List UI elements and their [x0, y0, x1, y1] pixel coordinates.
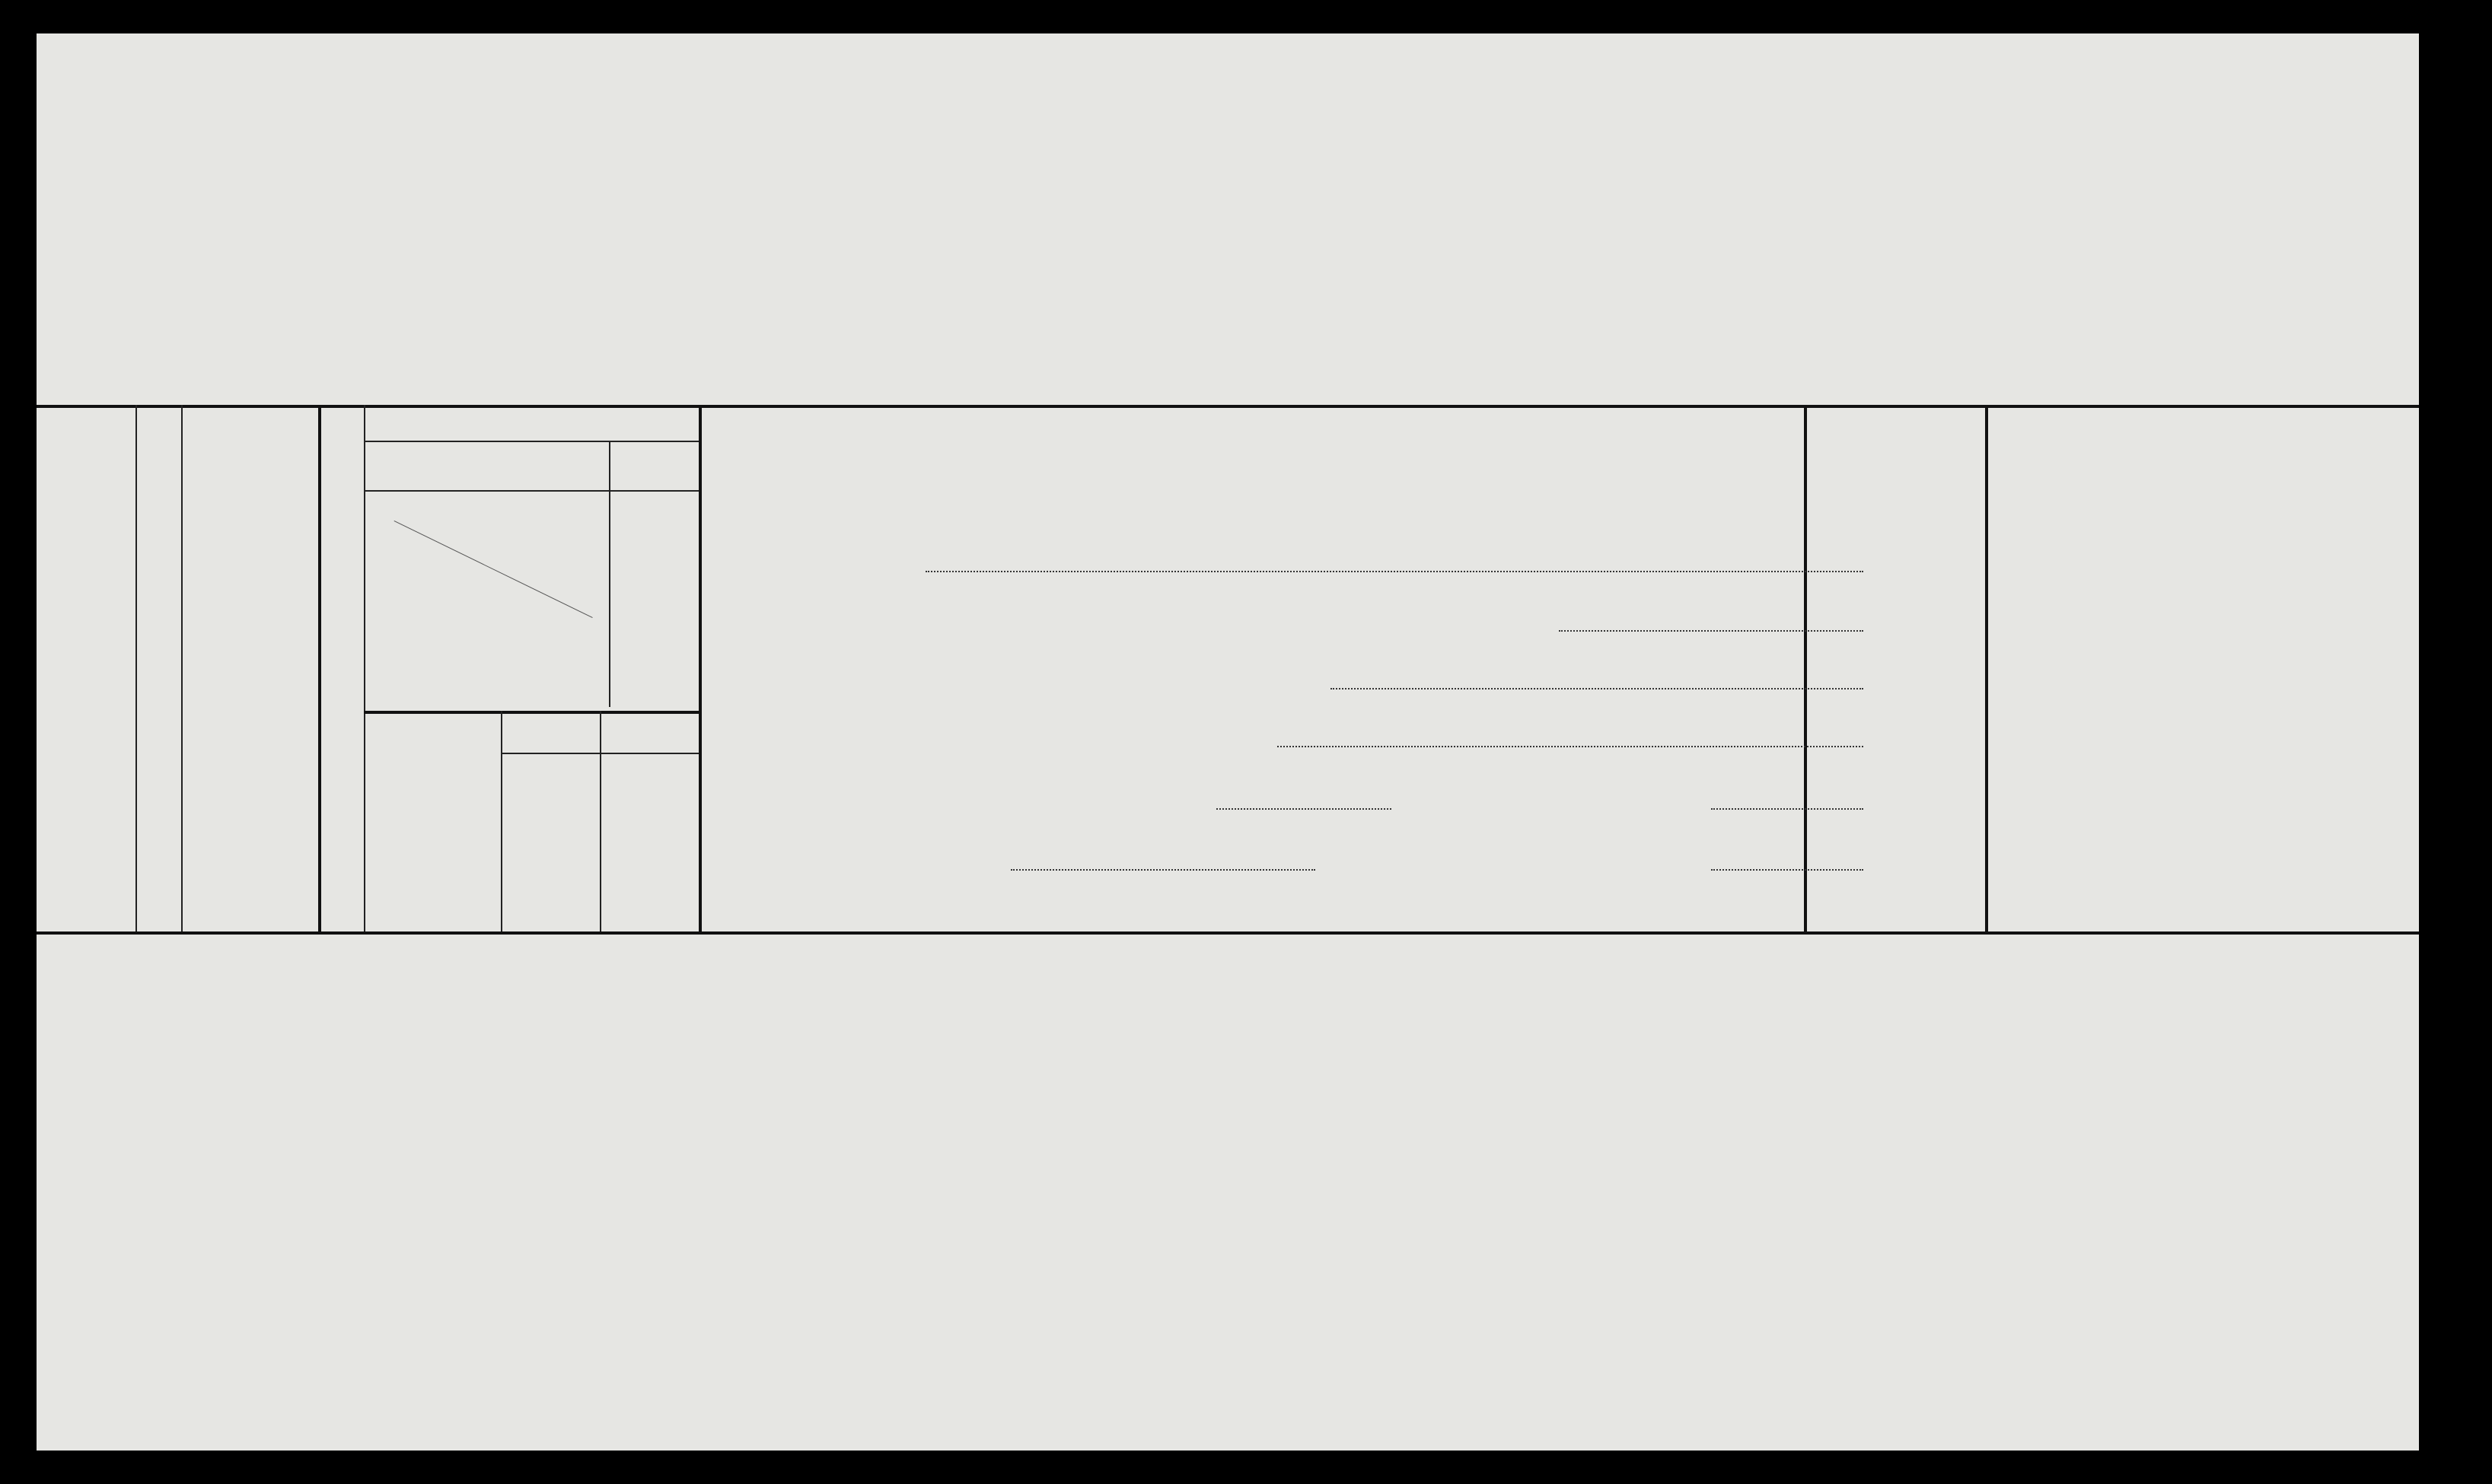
- population-title: [1837, 444, 1867, 901]
- answer-line: [1216, 808, 1391, 810]
- strike-line: [394, 521, 593, 618]
- answer-line: [1011, 869, 1315, 871]
- answer-line: [1559, 630, 1863, 632]
- workers-title: [311, 444, 341, 886]
- census-card-sheet: [37, 33, 2419, 1451]
- answer-line: [1277, 746, 1863, 747]
- answer-line: [1330, 688, 1863, 689]
- answer-line: [926, 571, 1863, 572]
